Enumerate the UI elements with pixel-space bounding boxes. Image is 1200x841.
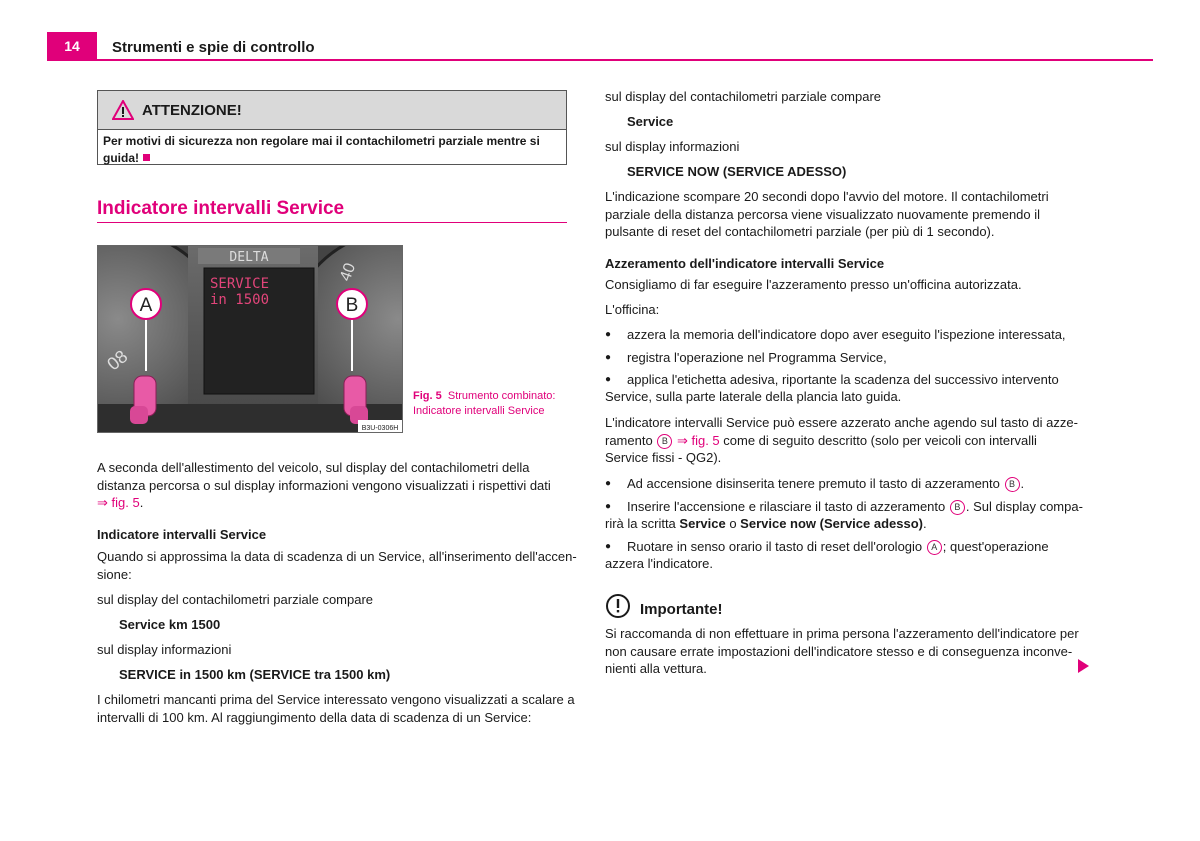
important-icon: [605, 593, 631, 619]
page-number: 14: [47, 32, 97, 60]
gauge-right-number: 40: [337, 260, 360, 284]
warning-text: Per motivi di sicurezza non regolare mai il contachilometri parziale mentre si guida!: [103, 134, 540, 165]
callout-a: A: [139, 295, 153, 316]
callout-b: B: [345, 295, 359, 316]
display-top-text: DELTA: [229, 250, 269, 265]
right-heading: Azzeramento dell'indicatore intervalli Service: [605, 256, 885, 271]
b-key-icon: B: [657, 434, 672, 449]
fig-link[interactable]: ⇒ fig. 5: [97, 495, 140, 510]
header-divider: [47, 59, 1153, 61]
display-line2-text: in 1500: [210, 292, 270, 308]
gauge-left-number: 08: [103, 346, 132, 375]
section-divider: [97, 222, 567, 223]
left-value-1: Service km 1500: [119, 617, 221, 632]
right-paragraph-4: Consigliamo di far eseguire l'azzeramento presso un'officina autorizzata.: [605, 277, 1022, 292]
chapter-title: Strumenti e spie di controllo: [112, 39, 315, 56]
list-item: ● Ruotare in senso orario il tasto di reset dell'orologio A ; quest'operazione: [627, 538, 1049, 556]
list-item: ● registra l'operazione nel Programma Service,: [627, 349, 887, 367]
warning-header: [98, 91, 566, 130]
right-paragraph-3: L'indicazione scompare 20 secondi dopo l'avvio del motore. Il contachilometri parziale della distanza percorsa viene visualizzato nuovamente premendo il pulsante di reset del contachilometri parziale (per più di 1 secondo).: [605, 189, 1049, 239]
list-item: ● Inserire l'accensione e rilasciare il tasto di azzeramento B . Sul display compa-: [627, 498, 1083, 516]
figure-code: B3U-0306H: [361, 425, 399, 432]
section-title: Indicatore intervalli Service: [97, 198, 345, 219]
left-paragraph-1: A seconda dell'allestimento del veicolo, sul display del contachilometri della distanza percorsa o sul display informazioni vengono visualizzati i rispettivi dati ⇒ fig. 5.: [97, 460, 551, 510]
left-heading: Indicatore intervalli Service: [97, 527, 267, 542]
right-paragraph-5: L'officina:: [605, 302, 660, 317]
left-paragraph-4: sul display informazioni: [97, 642, 232, 657]
end-square-icon: [143, 154, 150, 161]
instrument-cluster-illustration: [98, 246, 403, 433]
list-item: ● azzera la memoria dell'indicatore dopo aver eseguito l'ispezione interessata,: [627, 326, 1066, 344]
b-key-icon: B: [950, 500, 965, 515]
right-paragraph-2: sul display informazioni: [605, 139, 740, 154]
list-item: ● applica l'etichetta adesiva, riportante la scadenza del successivo intervento: [627, 371, 1059, 389]
warning-box: [97, 90, 567, 165]
next-page-arrow-icon[interactable]: [1078, 659, 1089, 673]
important-text: Si raccomanda di non effettuare in prima persona l'azzeramento dell'indicatore per non causare errate impostazioni dell'indicatore stesso e di conseguenza inconve- nienti alla vettura.: [605, 626, 1079, 676]
right-paragraph-1: sul display del contachilometri parziale compare: [605, 89, 882, 104]
fig-link[interactable]: ⇒ fig. 5: [676, 432, 720, 448]
warning-title: ATTENZIONE!: [142, 101, 242, 119]
a-key-icon: A: [927, 540, 942, 555]
figure-caption: Fig. 5 Strumento combinato: Indicatore intervalli Service: [413, 390, 556, 417]
left-value-2: SERVICE in 1500 km (SERVICE tra 1500 km): [119, 667, 391, 682]
left-paragraph-5: I chilometri mancanti prima del Service interessato vengono visualizzati a scalare a intervalli di 100 km. Al raggiungimento della data di scadenza di un Service:: [97, 692, 575, 725]
warning-triangle-icon: [112, 100, 134, 120]
list-item-continuation: azzera l'indicatore.: [605, 556, 713, 571]
list-item: ● Ad accensione disinserita tenere premuto il tasto di azzeramento B .: [627, 475, 1024, 493]
important-title: Importante!: [640, 601, 723, 618]
left-paragraph-3: sul display del contachilometri parziale compare: [97, 592, 374, 607]
right-value-1: Service: [627, 114, 674, 129]
figure-instrument-cluster: [97, 245, 403, 433]
list-item-continuation: Service, sulla parte laterale della plancia lato guida.: [605, 389, 902, 404]
left-paragraph-2: Quando si approssima la data di scadenza di un Service, all'inserimento dell'accen- sione:: [97, 549, 577, 582]
display-line1-text: SERVICE: [210, 276, 270, 292]
right-value-2: SERVICE NOW (SERVICE ADESSO): [627, 164, 847, 179]
right-paragraph-6: L'indicatore intervalli Service può essere azzerato anche agendo sul tasto di azze- ramento B ⇒ fig. 5 come di seguito descritto (solo per veicoli con intervalli Service fissi - QG2).: [605, 415, 1078, 465]
list-item-continuation: rirà la scritta Service o Service now (Service adesso).: [605, 516, 927, 531]
b-key-icon: B: [1005, 477, 1020, 492]
